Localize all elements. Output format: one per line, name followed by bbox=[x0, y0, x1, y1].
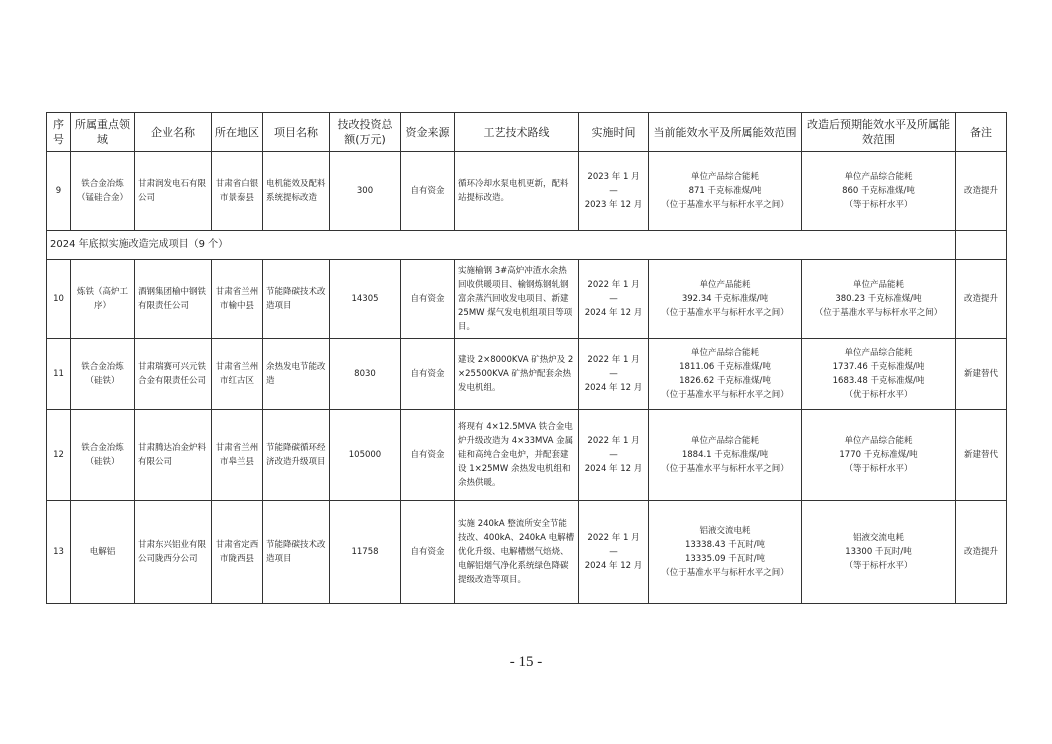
expected-efficiency-cell-line: 860 千克标准煤/吨 bbox=[842, 186, 915, 196]
region-cell: 甘肃省兰州市榆中县 bbox=[212, 260, 263, 339]
implementation-time-cell bbox=[579, 152, 649, 231]
column-header: 序号 bbox=[47, 113, 71, 152]
field-cell: 铁合金冶炼（锰硅合金） bbox=[71, 152, 135, 231]
field-cell: 炼铁（高炉工序） bbox=[71, 260, 135, 339]
current-efficiency-cell-line: 13335.09 千瓦时/吨 bbox=[684, 554, 766, 564]
company-cell: 甘肃东兴铝业有限公司陇西分公司 bbox=[135, 501, 212, 604]
implementation-time-cell-line: 2022 年 1 月 bbox=[587, 355, 640, 365]
implementation-time-cell bbox=[579, 260, 649, 339]
expected-efficiency-cell bbox=[802, 260, 956, 339]
expected-efficiency-cell bbox=[802, 410, 956, 501]
current-efficiency-cell-line: 1826.62 千克标准煤/吨 bbox=[679, 376, 771, 386]
section-empty-cell bbox=[956, 231, 1007, 260]
implementation-time-cell bbox=[579, 339, 649, 410]
note-cell: 新建替代 bbox=[956, 339, 1007, 410]
implementation-time-cell-line: 2022 年 1 月 bbox=[587, 533, 640, 543]
section-title: 2024 年底拟实施改造完成项目（9 个） bbox=[47, 231, 956, 260]
tech-route-cell: 建设 2×8000KVA 矿热炉及 2×25500KVA 矿热炉配套余热发电机组。 bbox=[455, 339, 579, 410]
column-header: 工艺技术路线 bbox=[455, 113, 579, 152]
expected-efficiency-cell-line: （等于标杆水平） bbox=[844, 561, 913, 571]
current-efficiency-cell bbox=[649, 501, 802, 604]
tech-route-cell: 实施 240kA 整流所安全节能技改、400kA、240kA 电解槽优化升级、电解槽燃气焙烧、电解铝烟气净化系统绿色降碳提级改造等项目。 bbox=[455, 501, 579, 604]
implementation-time-cell-line: — bbox=[609, 450, 618, 460]
fund-source-cell: 自有资金 bbox=[401, 501, 455, 604]
implementation-time-cell-line: 2024 年 12 月 bbox=[584, 464, 643, 474]
current-efficiency-cell bbox=[649, 152, 802, 231]
table-row bbox=[47, 152, 1007, 231]
implementation-time-cell-line: — bbox=[609, 186, 618, 196]
column-header: 企业名称 bbox=[135, 113, 212, 152]
section-row bbox=[47, 231, 1007, 260]
implementation-time-cell-line: 2023 年 1 月 bbox=[587, 172, 640, 182]
project-cell: 节能降碳技术改造项目 bbox=[263, 501, 330, 604]
fund-source-cell: 自有资金 bbox=[401, 339, 455, 410]
note-cell: 改造提升 bbox=[956, 152, 1007, 231]
current-efficiency-cell-line: 1884.1 千克标准煤/吨 bbox=[681, 450, 769, 460]
current-efficiency-cell-line: 1811.06 千克标准煤/吨 bbox=[679, 362, 771, 372]
implementation-time-cell bbox=[579, 501, 649, 604]
current-efficiency-cell-line: （位于基准水平与标杆水平之间） bbox=[661, 568, 789, 578]
investment-cell: 14305 bbox=[330, 260, 401, 339]
project-cell: 电机能效及配料系统提标改造 bbox=[263, 152, 330, 231]
current-efficiency-cell bbox=[649, 339, 802, 410]
note-cell: 改造提升 bbox=[956, 501, 1007, 604]
expected-efficiency-cell bbox=[802, 501, 956, 604]
column-header: 备注 bbox=[956, 113, 1007, 152]
expected-efficiency-cell bbox=[802, 339, 956, 410]
expected-efficiency-cell-line: 13300 千瓦时/吨 bbox=[845, 547, 912, 557]
current-efficiency-cell-line: 单位产品综合能耗 bbox=[690, 172, 759, 182]
row-number: 9 bbox=[47, 152, 71, 231]
implementation-time-cell-line: 2022 年 1 月 bbox=[587, 436, 640, 446]
column-header: 所在地区 bbox=[212, 113, 263, 152]
project-table bbox=[46, 112, 1007, 604]
tech-route-cell: 将现有 4×12.5MVA 铁合金电炉升级改造为 4×33MVA 金属硅和高纯合金电炉，并配套建设 1×25MW 余热发电机组和余热供暖。 bbox=[455, 410, 579, 501]
expected-efficiency-cell-line: （位于基准水平与标杆水平之间） bbox=[814, 308, 943, 318]
expected-efficiency-cell-line: （等于标杆水平） bbox=[844, 200, 913, 210]
current-efficiency-cell-line: （位于基准水平与标杆水平之间） bbox=[661, 464, 789, 474]
table-row bbox=[47, 410, 1007, 501]
column-header: 所属重点领域 bbox=[71, 113, 135, 152]
implementation-time-cell-line: 2024 年 12 月 bbox=[584, 308, 643, 318]
fund-source-cell: 自有资金 bbox=[401, 152, 455, 231]
tech-route-cell: 实施榆钢 3#高炉冲渣水余热回收供暖项目、榆钢炼钢轧钢富余蒸汽回收发电项目、新建 25MW 煤气发电机组项目等项目。 bbox=[455, 260, 579, 339]
current-efficiency-cell-line: （位于基准水平与标杆水平之间） bbox=[661, 308, 789, 318]
column-header: 实施时间 bbox=[579, 113, 649, 152]
project-cell: 余热发电节能改造 bbox=[263, 339, 330, 410]
investment-cell: 11758 bbox=[330, 501, 401, 604]
company-cell: 酒钢集团榆中钢铁有限责任公司 bbox=[135, 260, 212, 339]
current-efficiency-cell-line: （位于基准水平与标杆水平之间） bbox=[661, 200, 789, 210]
investment-cell: 8030 bbox=[330, 339, 401, 410]
region-cell: 甘肃省白银市景泰县 bbox=[212, 152, 263, 231]
current-efficiency-cell bbox=[649, 260, 802, 339]
expected-efficiency-cell-line: （优于标杆水平） bbox=[844, 390, 913, 400]
implementation-time-cell bbox=[579, 410, 649, 501]
project-cell: 节能降碳技术改造项目 bbox=[263, 260, 330, 339]
row-number: 10 bbox=[47, 260, 71, 339]
expected-efficiency-cell-line: 单位产品综合能耗 bbox=[844, 436, 913, 446]
row-number: 11 bbox=[47, 339, 71, 410]
expected-efficiency-cell-line: 铝液交流电耗 bbox=[852, 533, 904, 543]
current-efficiency-cell-line: 392.34 千克标准煤/吨 bbox=[681, 294, 769, 304]
field-cell: 铁合金冶炼（硅铁） bbox=[71, 339, 135, 410]
current-efficiency-cell-line: 单位产品综合能耗 bbox=[690, 348, 759, 358]
header-row bbox=[47, 113, 1007, 152]
current-efficiency-cell-line: 871 千克标准煤/吨 bbox=[688, 186, 762, 196]
implementation-time-cell-line: 2022 年 1 月 bbox=[587, 280, 640, 290]
field-cell: 电解铝 bbox=[71, 501, 135, 604]
row-number: 12 bbox=[47, 410, 71, 501]
field-cell: 铁合金冶炼（硅铁） bbox=[71, 410, 135, 501]
current-efficiency-cell-line: 铝液交流电耗 bbox=[699, 526, 751, 536]
expected-efficiency-cell-line: 单位产品综合能耗 bbox=[844, 172, 913, 182]
expected-efficiency-cell-line: （等于标杆水平） bbox=[844, 464, 913, 474]
implementation-time-cell-line: — bbox=[609, 294, 618, 304]
company-cell: 甘肃瑞赛可兴元铁合金有限责任公司 bbox=[135, 339, 212, 410]
expected-efficiency-cell bbox=[802, 152, 956, 231]
expected-efficiency-cell-line: 1683.48 千克标准煤/吨 bbox=[832, 376, 925, 386]
tech-route-cell: 循环冷却水泵电机更新，配料站提标改造。 bbox=[455, 152, 579, 231]
company-cell: 甘肃润发电石有限公司 bbox=[135, 152, 212, 231]
expected-efficiency-cell-line: 1737.46 千克标准煤/吨 bbox=[832, 362, 925, 372]
current-efficiency-cell-line: 13338.43 千瓦时/吨 bbox=[684, 540, 766, 550]
current-efficiency-cell-line: 单位产品综合能耗 bbox=[690, 436, 759, 446]
implementation-time-cell-line: 2024 年 12 月 bbox=[584, 383, 643, 393]
region-cell: 甘肃省兰州市皋兰县 bbox=[212, 410, 263, 501]
current-efficiency-cell-line: （位于基准水平与标杆水平之间） bbox=[661, 390, 789, 400]
column-header: 改造后预期能效水平及所属能效范围 bbox=[802, 113, 956, 152]
fund-source-cell: 自有资金 bbox=[401, 410, 455, 501]
fund-source-cell: 自有资金 bbox=[401, 260, 455, 339]
expected-efficiency-cell-line: 1770 千克标准煤/吨 bbox=[839, 450, 918, 460]
table-row bbox=[47, 339, 1007, 410]
investment-cell: 300 bbox=[330, 152, 401, 231]
implementation-time-cell-line: 2024 年 12 月 bbox=[584, 561, 643, 571]
expected-efficiency-cell-line: 单位产品综合能耗 bbox=[844, 348, 913, 358]
implementation-time-cell-line: — bbox=[609, 547, 618, 557]
expected-efficiency-cell-line: 380.23 千克标准煤/吨 bbox=[835, 294, 922, 304]
note-cell: 改造提升 bbox=[956, 260, 1007, 339]
company-cell: 甘肃腾达冶金炉料有限公司 bbox=[135, 410, 212, 501]
implementation-time-cell-line: 2023 年 12 月 bbox=[584, 200, 643, 210]
implementation-time-cell-line: — bbox=[609, 369, 618, 379]
current-efficiency-cell-line: 单位产品能耗 bbox=[699, 280, 751, 290]
page-number: - 15 - bbox=[509, 654, 543, 670]
column-header: 当前能效水平及所属能效范围 bbox=[649, 113, 802, 152]
table-row bbox=[47, 501, 1007, 604]
region-cell: 甘肃省定西市陇西县 bbox=[212, 501, 263, 604]
column-header: 技改投资总额(万元) bbox=[330, 113, 401, 152]
project-cell: 节能降碳循环经济改造升级项目 bbox=[263, 410, 330, 501]
current-efficiency-cell bbox=[649, 410, 802, 501]
table-row bbox=[47, 260, 1007, 339]
investment-cell: 105000 bbox=[330, 410, 401, 501]
row-number: 13 bbox=[47, 501, 71, 604]
column-header: 项目名称 bbox=[263, 113, 330, 152]
column-header: 资金来源 bbox=[401, 113, 455, 152]
region-cell: 甘肃省兰州市红古区 bbox=[212, 339, 263, 410]
expected-efficiency-cell-line: 单位产品能耗 bbox=[852, 280, 904, 290]
note-cell: 新建替代 bbox=[956, 410, 1007, 501]
